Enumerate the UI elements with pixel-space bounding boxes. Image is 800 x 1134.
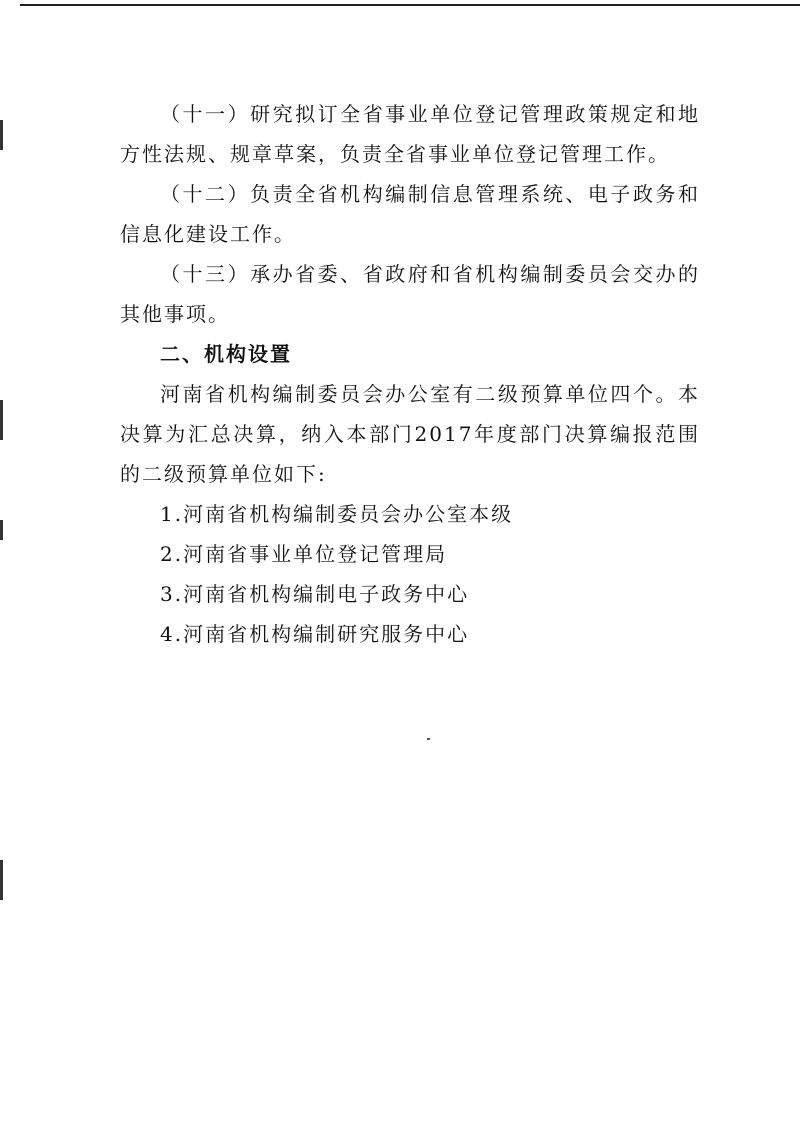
list-item: 3.河南省机构编制电子政务中心 bbox=[160, 582, 470, 606]
list-item: 4.河南省机构编制研究服务中心 bbox=[160, 622, 470, 646]
paragraph-item-13: （十三）承办省委、省政府和省机构编制委员会交办的其他事项。 bbox=[120, 262, 700, 326]
scan-edge-mark bbox=[0, 120, 3, 150]
paragraph-item-11: （十一）研究拟订全省事业单位登记管理政策规定和地方性法规、规章草案，负责全省事业单位登记管理工作。 bbox=[120, 102, 700, 166]
unit-list bbox=[120, 494, 700, 654]
section-heading: 二、机构设置 bbox=[160, 342, 292, 366]
list-item: 2.河南省事业单位登记管理局 bbox=[160, 542, 448, 566]
scan-top-border bbox=[20, 4, 800, 6]
list-item: 1.河南省机构编制委员会办公室本级 bbox=[160, 502, 514, 526]
paragraph-item-12: （十二）负责全省机构编制信息管理系统、电子政务和信息化建设工作。 bbox=[120, 182, 700, 246]
section-intro: 河南省机构编制委员会办公室有二级预算单位四个。本决算为汇总决算，纳入本部门2017年度部门决算编报范围的二级预算单位如下: bbox=[120, 382, 700, 486]
scan-edge-mark bbox=[0, 400, 3, 440]
scan-edge-mark bbox=[0, 860, 3, 900]
scan-dot-mark bbox=[427, 738, 430, 740]
scan-edge-mark bbox=[0, 520, 3, 540]
document-body bbox=[120, 94, 700, 654]
